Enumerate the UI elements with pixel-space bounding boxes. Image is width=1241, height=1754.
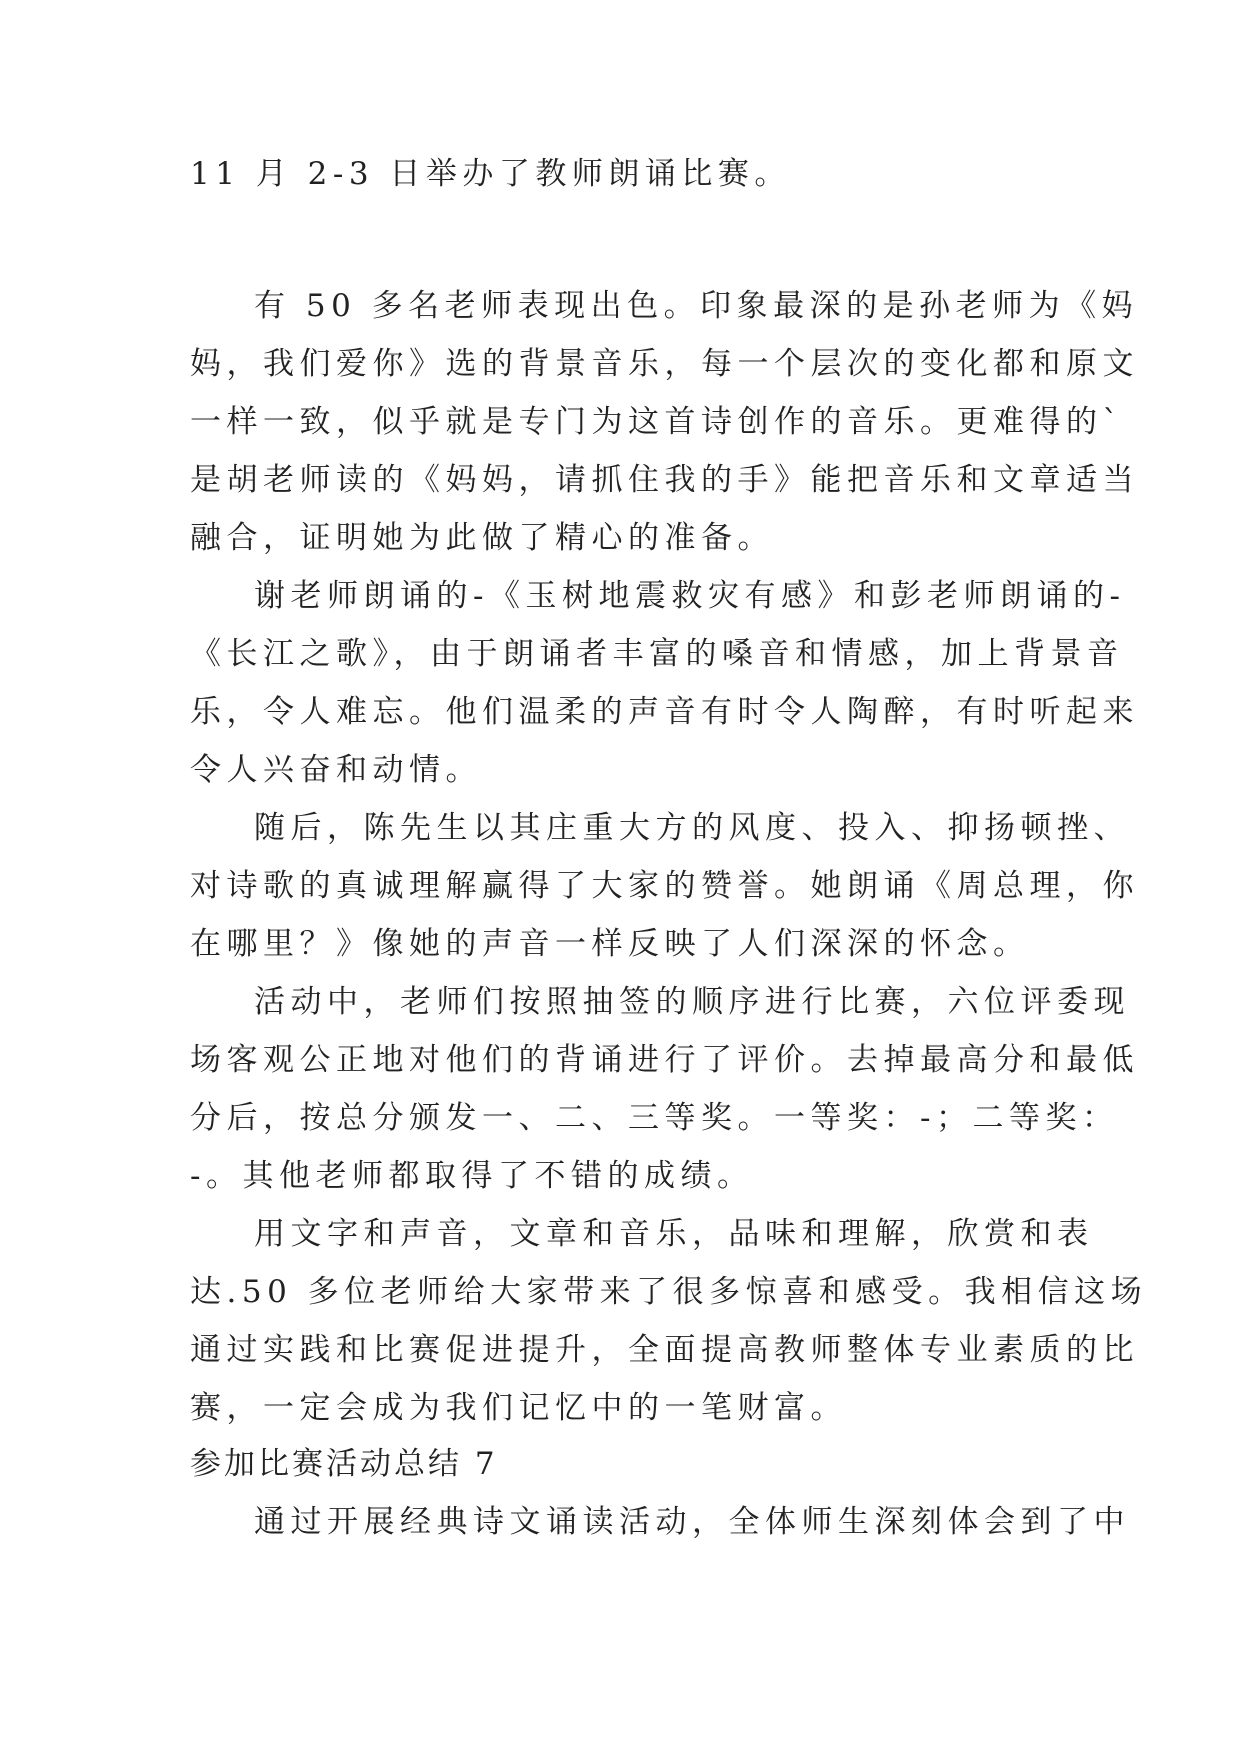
text-line: 用文字和声音，文章和音乐，品味和理解，欣赏和表 [254,1216,1094,1252]
text-line: 有 50 多名老师表现出色。印象最深的是孙老师为《妈 [254,288,1139,324]
text-line: 一样一致，似乎就是专门为这首诗创作的音乐。更难得的` [190,404,1124,440]
text-line: 令人兴奋和动情。 [190,752,482,788]
text-line: 对诗歌的真诚理解赢得了大家的赞誉。她朗诵《周总理，你 [190,868,1139,904]
text-line: -。其他老师都取得了不错的成绩。 [190,1158,754,1194]
text-line: 妈，我们爱你》选的背景音乐，每一个层次的变化都和原文 [190,346,1139,382]
text-line: 分后，按总分颁发一、二、三等奖。一等奖：-；二等奖： [190,1100,1119,1136]
section-heading: 参加比赛活动总结 7 [190,1446,498,1482]
text-line: 是胡老师读的《妈妈，请抓住我的手》能把音乐和文章适当 [190,462,1139,498]
text-line: 随后，陈先生以其庄重大方的风度、投入、抑扬顿挫、 [254,810,1130,846]
text-line: 达.50 多位老师给大家带来了很多惊喜和感受。我相信这场 [190,1274,1148,1310]
text-line: 融合，证明她为此做了精心的准备。 [190,520,774,556]
text-line: 通过实践和比赛促进提升，全面提高教师整体专业素质的比 [190,1332,1139,1368]
text-line: 在哪里？》像她的声音一样反映了人们深深的怀念。 [190,926,1030,962]
text-line: 《长江之歌》，由于朗诵者丰富的嗓音和情感，加上背景音 [190,636,1124,672]
text-line: 乐，令人难忘。他们温柔的声音有时令人陶醉，有时听起来 [190,694,1139,730]
text-line: 赛，一定会成为我们记忆中的一笔财富。 [190,1390,847,1426]
text-line: 11 月 2-3 日举办了教师朗诵比赛。 [190,156,791,192]
text-line: 活动中，老师们按照抽签的顺序进行比赛，六位评委现 [254,984,1130,1020]
text-line: 谢老师朗诵的-《玉树地震救灾有感》和彭老师朗诵的- [254,578,1126,614]
text-line: 通过开展经典诗文诵读活动，全体师生深刻体会到了中 [254,1504,1130,1540]
text-line: 场客观公正地对他们的背诵进行了评价。去掉最高分和最低 [190,1042,1139,1078]
